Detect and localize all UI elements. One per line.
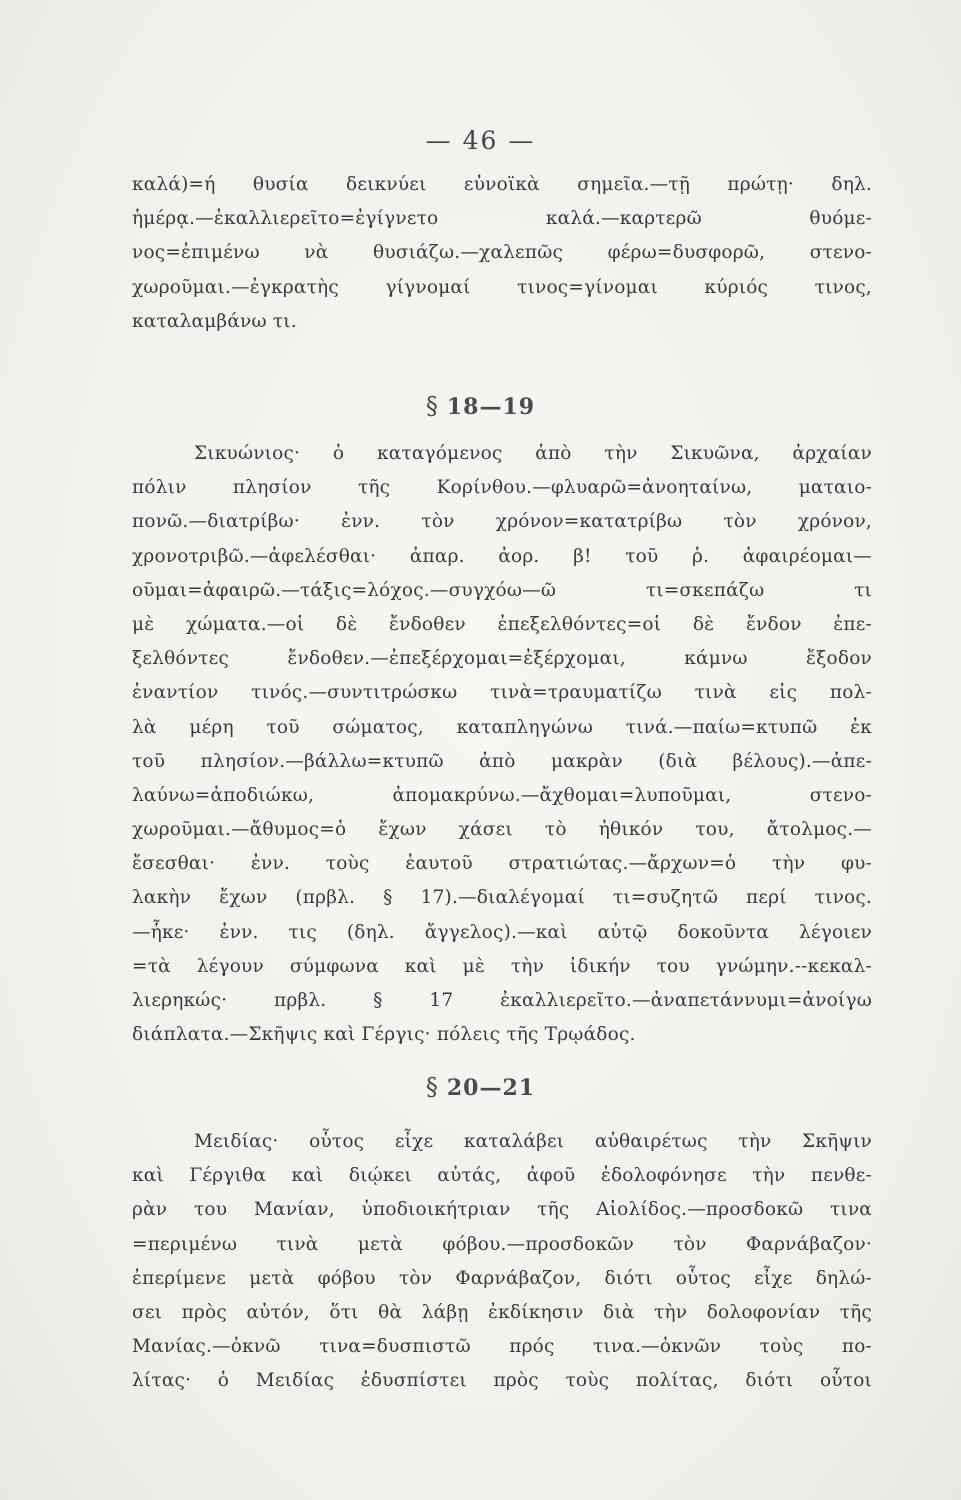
text-line: ἐπερίμενε μετὰ φόβου τὸν Φαρνάβαζον, διότι οὗτος εἶχε δηλώ- <box>132 1267 872 1289</box>
text-line: —ἧκε· ἐνν. τις (δηλ. ἄγγελος).—καὶ αὐτῷ δοκοῦντα λέγοιεν <box>132 921 872 943</box>
text-line: λακὴν ἔχων (πρβλ. § 17).—διαλέγομαί τι=συζητῶ περί τινος. <box>132 887 872 909</box>
text-line: πόλιν πλησίον τῆς Κορίνθου.—φλυαρῶ=ἀνοηταίνω, ματαιο- <box>132 477 872 499</box>
text-line: καταλαμβάνω τι. <box>132 310 297 332</box>
paragraph-3 <box>132 1125 872 1399</box>
section-heading-18-19 <box>0 392 961 420</box>
paragraph-2 <box>132 437 872 1052</box>
text-line: ἔσεσθαι· ἐνν. τοὺς ἑαυτοῦ στρατιώτας.—ἄρχων=ὁ τὴν φυ- <box>132 853 872 875</box>
text-line: χρονοτριβῶ.—ἀφελέσθαι· ἀπαρ. ἀορ. β! τοῦ ῥ. ἀφαιρέομαι— <box>132 545 872 567</box>
text-line: ἐναντίον τινός.—συντιτρώσκω τινὰ=τραυματίζω τινὰ εἰς πολ- <box>132 682 872 704</box>
section-heading-20-21 <box>0 1073 961 1101</box>
text-line: ἡμέρᾳ.—ἐκαλλιερεῖτο=ἐγίγνετο καλά.—καρτερῶ θυόμε- <box>132 208 872 230</box>
text-line: ρὰν του Μανίαν, ὑποδιοικήτριαν τῆς Αἰολίδος.—προσδοκῶ τινα <box>132 1199 872 1221</box>
section-label: 20—21 <box>446 1075 536 1101</box>
text-line: σει πρὸς αὐτόν, ὅτι θὰ λάβῃ ἐκδίκησιν διὰ τὴν δολοφονίαν τῆς <box>132 1301 872 1323</box>
section-label: 18—19 <box>446 394 536 420</box>
text-line: καλά)=ή θυσία δεικνύει εὐνοϊκὰ σημεῖα.—τῇ πρώτῃ· δηλ. <box>132 174 872 195</box>
text-line: χωροῦμαι.—ἄθυμος=ὁ ἔχων χάσει τὸ ἠθικόν του, ἄτολμος.— <box>132 819 872 841</box>
text-line: Μανίας.—ὀκνῶ τινα=δυσπιστῶ πρός τινα.—ὀκνῶν τοὺς πο- <box>132 1336 872 1358</box>
section-sign: § <box>425 392 439 420</box>
text-line: ξελθόντες ἔνδοθεν.—ἐπεξέρχομαι=ἐξέρχομαι, κάμνω ἔξοδον <box>132 648 872 670</box>
text-line: καὶ Γέργιθα καὶ διῴκει αὐτάς, ἀφοῦ ἐδολοφόνησε τὴν πενθε- <box>132 1165 872 1187</box>
text-line: =τὰ λέγουν σύμφωνα καὶ μὲ τὴν ἰδικήν του γνώμην.--κεκαλ- <box>132 955 872 977</box>
text-line: λαύνω=ἀποδιώκω, ἀπομακρύνω.—ἄχθομαι=λυποῦμαι, στενο- <box>132 784 872 806</box>
text-line: χωροῦμαι.—ἐγκρατὴς γίγνομαί τινος=γίνομαι κύριός τινος, <box>132 276 872 298</box>
text-line: οῦμαι=ἀφαιρῶ.—τάξις=λόχος.—συγχόω—ῶ τι=σκεπάζω τι <box>132 579 872 601</box>
text-line: λὰ μέρη τοῦ σώματος, καταπληγώνω τινά.—παίω=κτυπῶ ἐκ <box>132 716 872 738</box>
section-sign: § <box>425 1073 439 1101</box>
text-line: μὲ χώματα.—οἱ δὲ ἔνδοθεν ἐπεξελθόντες=οἱ δὲ ἔνδον ἐπε- <box>132 613 872 635</box>
text-line: νος=ἐπιμένω νὰ θυσιάζω.—χαλεπῶς φέρω=δυσφορῶ, στενο- <box>132 242 872 264</box>
text-line: λιερηκώς· πρβλ. § 17 ἐκαλλιερεῖτο.—ἀναπετάννυμι=ἀνοίγω <box>132 990 872 1011</box>
text-line: λίτας· ὁ Μειδίας ἐδυσπίστει πρὸς τοὺς πολίτας, διότι οὗτοι <box>132 1370 872 1392</box>
text-line: =περιμένω τινὰ μετὰ φόβου.—προσδοκῶν τὸν Φαρνάβαζον· <box>132 1233 872 1255</box>
text-line: Μειδίας· οὗτος εἶχε καταλάβει αὐθαιρέτως τὴν Σκῆψιν <box>194 1131 872 1152</box>
page-number: — 46 — <box>425 126 536 155</box>
text-line: τοῦ πλησίον.—βάλλω=κτυπῶ ἀπὸ μακρὰν (διὰ βέλους).—ἀπε- <box>132 750 872 772</box>
text-line: πονῶ.—διατρίβω· ἐνν. τὸν χρόνον=κατατρίβω τὸν χρόνον, <box>132 511 872 533</box>
text-line: διάπλατα.—Σκῆψις καὶ Γέργις· πόλεις τῆς Τρῳάδος. <box>132 1024 636 1046</box>
paragraph-1 <box>132 168 872 339</box>
text-line: Σικυώνιος· ὁ καταγόμενος ἀπὸ τὴν Σικυῶνα, ἀρχαίαν <box>194 443 872 464</box>
